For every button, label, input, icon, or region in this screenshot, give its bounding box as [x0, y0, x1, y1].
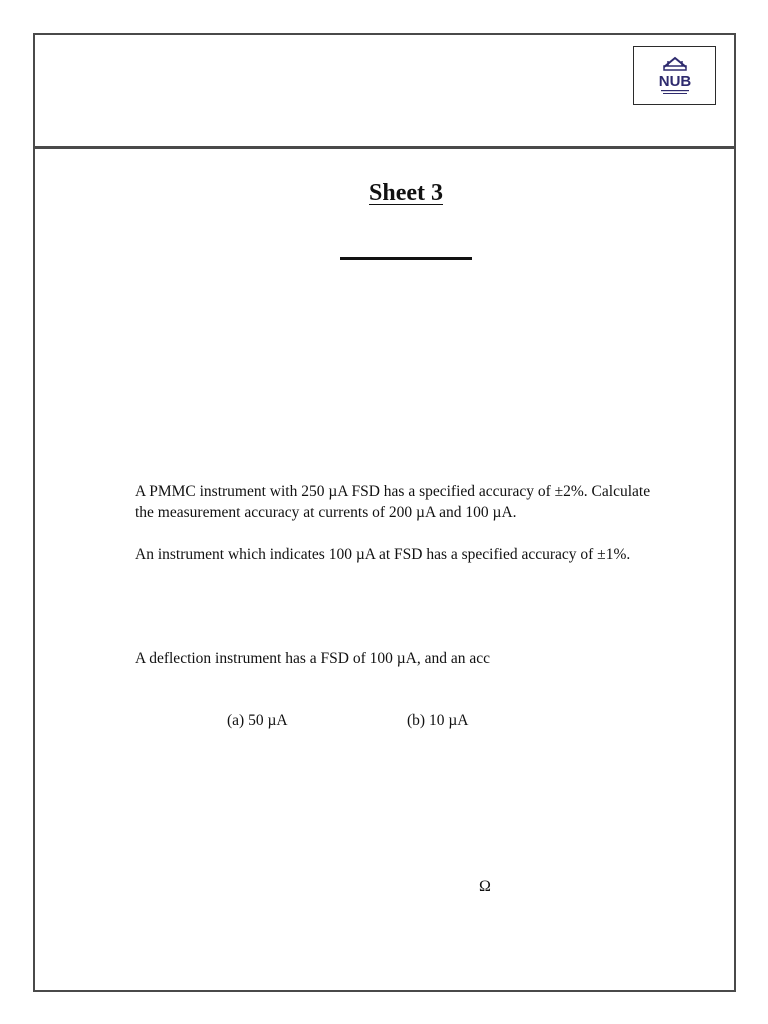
omega-symbol: Ω: [479, 878, 491, 895]
question-3: A deflection instrument has a FSD of 100 µA, and an acc: [135, 650, 491, 667]
title-rule: [340, 257, 472, 260]
logo-text: NUB: [658, 73, 692, 90]
question-2: An instrument which indicates 100 µA at FSD has a specified accuracy of ±1%.: [135, 546, 631, 563]
sheet-title-text: Sheet 3: [369, 180, 443, 206]
option-b: (b) 10 µA: [407, 712, 469, 729]
header-divider: [33, 146, 736, 149]
option-a: (a) 50 µA: [227, 712, 288, 729]
question-1-line-2: the measurement accuracy at currents of 200 µA and 100 µA.: [135, 504, 517, 521]
question-1-line-1: A PMMC instrument with 250 µA FSD has a specified accuracy of ±2%. Calculate: [135, 483, 651, 500]
question-1: [135, 481, 650, 523]
university-logo: [633, 46, 716, 105]
logo-emblem-icon: [634, 47, 717, 106]
sheet-title: [0, 178, 768, 208]
